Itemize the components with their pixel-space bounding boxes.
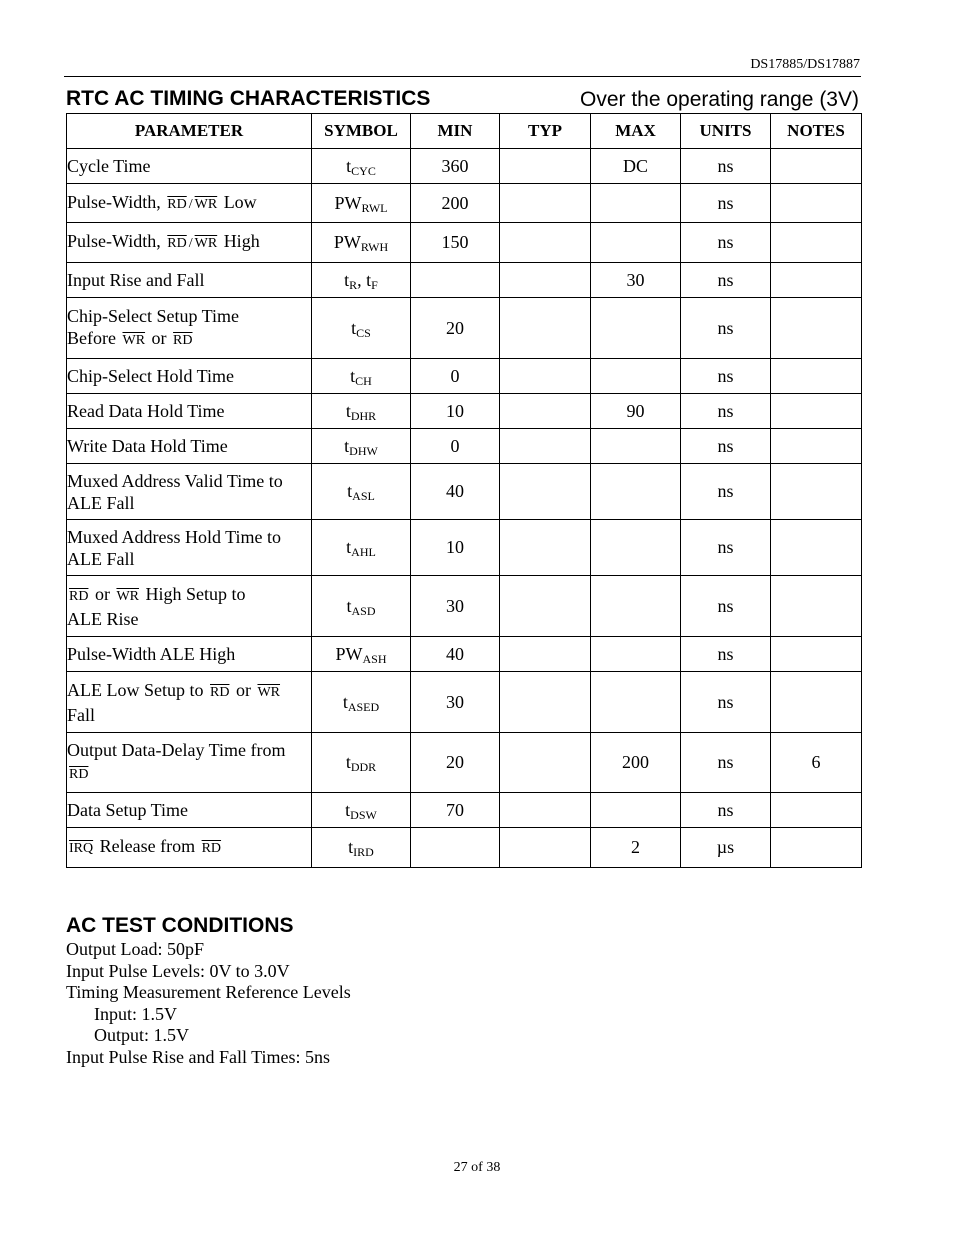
ac-test-conditions — [66, 913, 351, 1068]
param-text: Low — [219, 191, 257, 212]
cell-notes — [771, 672, 862, 733]
active-low-signal: $\overline{WR}$ — [116, 588, 140, 604]
param-text: Cycle Time — [67, 156, 151, 176]
col-header-symbol: SYMBOL — [312, 114, 411, 149]
param-text: Before — [67, 327, 121, 348]
col-header-units: UNITS — [681, 114, 771, 149]
cell-parameter — [67, 429, 312, 464]
symbol-base: t — [345, 799, 351, 820]
symbol-base: t — [346, 595, 352, 616]
col-header-min: MIN — [411, 114, 500, 149]
param-text: High — [219, 231, 260, 251]
active-low-signal: $\overline{RD}$ — [201, 841, 222, 856]
symbol-subscript: DDR — [350, 760, 377, 774]
cell-units: ns — [681, 576, 771, 637]
cell-units: ns — [681, 429, 771, 464]
cell-units: ns — [681, 637, 771, 672]
cell-symbol — [312, 733, 411, 793]
symbol-subscript: CYC — [351, 163, 376, 178]
cell-min: 10 — [411, 394, 500, 429]
cell-units: ns — [681, 149, 771, 184]
cell-parameter — [67, 520, 312, 576]
param-text: Chip-Select Setup Time — [67, 305, 240, 326]
param-text: High Setup to — [141, 583, 246, 604]
symbol-base: t — [350, 365, 356, 386]
cell-max — [591, 298, 681, 359]
symbol-base: t — [344, 269, 350, 290]
param-text: ALE Low Setup to — [67, 679, 208, 700]
param-text: Muxed Address Hold Time to — [67, 526, 282, 547]
symbol-subscript: DHR — [350, 408, 377, 423]
cell-typ — [500, 263, 591, 298]
cell-notes — [771, 184, 862, 223]
cell-units: ns — [681, 263, 771, 298]
cell-max — [591, 637, 681, 672]
param-text: / — [188, 196, 193, 212]
cell-parameter — [67, 464, 312, 520]
table-row — [67, 184, 862, 223]
cell-notes — [771, 828, 862, 868]
active-low-signal: $\overline{WR}$ — [194, 196, 218, 212]
cell-units: ns — [681, 793, 771, 828]
cell-parameter — [67, 394, 312, 429]
cell-typ — [500, 149, 591, 184]
range-note: Over the operating range (3V) — [580, 88, 859, 111]
param-text: Chip-Select Hold Time — [67, 366, 235, 386]
cell-min: 360 — [411, 149, 500, 184]
cell-parameter — [67, 672, 312, 733]
cell-parameter — [67, 793, 312, 828]
cell-typ — [500, 828, 591, 868]
cell-parameter — [67, 828, 312, 868]
col-header-parameter: PARAMETER — [67, 114, 312, 149]
cell-notes — [771, 223, 862, 263]
symbol-base: , t — [357, 269, 372, 290]
param-text: Fall — [67, 704, 96, 725]
cell-min — [411, 263, 500, 298]
cell-symbol — [312, 520, 411, 576]
cell-notes — [771, 429, 862, 464]
cell-parameter — [67, 263, 312, 298]
cell-min: 0 — [411, 429, 500, 464]
cell-notes — [771, 359, 862, 394]
param-text: or — [231, 679, 256, 700]
table-row — [67, 149, 862, 184]
symbol-subscript: ASL — [352, 489, 375, 503]
condition-line: Input Pulse Levels: 0V to 3.0V — [66, 960, 290, 981]
param-text: Write Data Hold Time — [67, 436, 228, 456]
table-row — [67, 637, 862, 672]
cell-max: 2 — [591, 828, 681, 868]
param-text: ALE Fall — [67, 492, 135, 513]
cell-symbol — [312, 464, 411, 520]
condition-line: Timing Measurement Reference Levels — [66, 982, 351, 1002]
cell-symbol — [312, 828, 411, 868]
cell-symbol — [312, 637, 411, 672]
condition-line: Output: 1.5V — [94, 1025, 190, 1045]
cell-notes — [771, 298, 862, 359]
cell-min: 40 — [411, 464, 500, 520]
cell-max: 90 — [591, 394, 681, 429]
table-row — [67, 223, 862, 263]
cell-typ — [500, 359, 591, 394]
param-text: Read Data Hold Time — [67, 401, 225, 421]
cell-typ — [500, 298, 591, 359]
param-text: ALE Rise — [67, 608, 139, 629]
cell-typ — [500, 637, 591, 672]
cell-notes: 6 — [771, 733, 862, 793]
symbol-subscript: RWL — [361, 200, 388, 215]
table-row — [67, 828, 862, 868]
symbol-base: t — [351, 317, 357, 338]
cell-typ — [500, 576, 591, 637]
cell-units: ns — [681, 464, 771, 520]
condition-line: Input Pulse Rise and Fall Times: 5ns — [66, 1046, 331, 1067]
cell-parameter — [67, 149, 312, 184]
param-text: Muxed Address Valid Time to — [67, 470, 283, 491]
cell-max — [591, 464, 681, 520]
table-row — [67, 359, 862, 394]
symbol-subscript: AHL — [351, 545, 376, 559]
cell-max — [591, 184, 681, 223]
cell-units: µs — [681, 828, 771, 868]
table-header-row — [67, 114, 862, 149]
cell-max — [591, 793, 681, 828]
cell-symbol — [312, 672, 411, 733]
symbol-subscript: DHW — [349, 443, 378, 458]
symbol-base: t — [345, 400, 351, 421]
col-header-typ: TYP — [500, 114, 591, 149]
cell-notes — [771, 637, 862, 672]
cell-symbol — [312, 298, 411, 359]
cell-min: 10 — [411, 520, 500, 576]
param-text: Release from — [95, 836, 200, 856]
param-text: Pulse-Width, — [67, 231, 166, 251]
cell-typ — [500, 429, 591, 464]
cell-parameter — [67, 184, 312, 223]
condition-line: Output Load: 50pF — [66, 939, 204, 959]
symbol-base: t — [348, 837, 354, 857]
cell-min: 40 — [411, 637, 500, 672]
cell-symbol — [312, 793, 411, 828]
cell-typ — [500, 672, 591, 733]
cell-symbol — [312, 576, 411, 637]
param-text: or — [147, 327, 172, 348]
active-low-signal: $\overline{RD}$ — [210, 684, 230, 700]
symbol-subscript: CS — [356, 325, 371, 340]
cell-parameter — [67, 637, 312, 672]
cell-symbol — [312, 263, 411, 298]
cell-parameter — [67, 298, 312, 359]
cell-typ — [500, 733, 591, 793]
table-row — [67, 298, 862, 359]
cell-min: 20 — [411, 733, 500, 793]
symbol-base: t — [347, 481, 353, 501]
cell-max — [591, 520, 681, 576]
cell-notes — [771, 793, 862, 828]
symbol-subscript: DSW — [350, 807, 377, 822]
cell-units: ns — [681, 223, 771, 263]
table-row — [67, 429, 862, 464]
cell-notes — [771, 263, 862, 298]
param-text: Pulse-Width, — [67, 191, 166, 212]
symbol-subscript: ASH — [362, 651, 387, 666]
symbol-subscript: ASD — [351, 603, 376, 618]
symbol-base: t — [346, 537, 352, 557]
cell-max — [591, 672, 681, 733]
symbol-base: PW — [333, 232, 361, 252]
cell-max — [591, 576, 681, 637]
cell-parameter — [67, 576, 312, 637]
cell-min: 200 — [411, 184, 500, 223]
param-text: Data Setup Time — [67, 800, 189, 820]
table-row — [67, 733, 862, 793]
cell-units: ns — [681, 298, 771, 359]
cell-min: 20 — [411, 298, 500, 359]
cell-units: ns — [681, 520, 771, 576]
col-header-max: MAX — [591, 114, 681, 149]
symbol-subscript: ASED — [347, 699, 380, 714]
cell-max: DC — [591, 149, 681, 184]
cell-typ — [500, 793, 591, 828]
symbol-subscript: F — [371, 277, 378, 292]
symbol-base: t — [346, 155, 352, 176]
active-low-signal: $\overline{RD}$ — [69, 767, 89, 782]
active-low-signal: $\overline{RD}$ — [69, 588, 89, 604]
cell-units: ns — [681, 184, 771, 223]
symbol-subscript: RWH — [360, 240, 389, 254]
cell-symbol — [312, 359, 411, 394]
cell-parameter — [67, 359, 312, 394]
cell-notes — [771, 576, 862, 637]
active-low-signal: $\overline{WR}$ — [257, 684, 281, 700]
cell-min: 30 — [411, 672, 500, 733]
cell-notes — [771, 464, 862, 520]
param-text: / — [188, 236, 193, 251]
table-row — [67, 793, 862, 828]
active-low-signal: $\overline{RD}$ — [167, 196, 187, 212]
symbol-base: t — [345, 752, 351, 772]
cell-symbol — [312, 223, 411, 263]
section-title: RTC AC TIMING CHARACTERISTICS — [66, 87, 431, 110]
table-row — [67, 464, 862, 520]
active-low-signal: $\overline{WR}$ — [122, 332, 146, 348]
cell-max — [591, 223, 681, 263]
cell-typ — [500, 394, 591, 429]
symbol-base: t — [342, 691, 348, 712]
cell-notes — [771, 394, 862, 429]
symbol-subscript: R — [349, 277, 358, 292]
param-text: or — [90, 583, 115, 604]
param-text: Input Rise and Fall — [67, 270, 205, 290]
cell-min: 0 — [411, 359, 500, 394]
col-header-notes: NOTES — [771, 114, 862, 149]
active-low-signal: $\overline{RD}$ — [173, 332, 193, 348]
cell-min: 30 — [411, 576, 500, 637]
cell-max: 30 — [591, 263, 681, 298]
symbol-base: PW — [334, 192, 362, 213]
cell-units: ns — [681, 359, 771, 394]
cell-max — [591, 429, 681, 464]
cell-units: ns — [681, 394, 771, 429]
condition-line: Input: 1.5V — [94, 1003, 177, 1024]
cell-symbol — [312, 149, 411, 184]
cell-max: 200 — [591, 733, 681, 793]
active-low-signal: $\overline{IRQ}$ — [69, 841, 94, 856]
page-number: 27 of 38 — [453, 1160, 501, 1175]
header-rule — [64, 76, 861, 77]
symbol-base: PW — [335, 643, 363, 664]
cell-notes — [771, 520, 862, 576]
table-row — [67, 394, 862, 429]
conditions-title: AC TEST CONDITIONS — [66, 914, 294, 937]
cell-symbol — [312, 394, 411, 429]
cell-typ — [500, 184, 591, 223]
cell-parameter — [67, 733, 312, 793]
table-row — [67, 672, 862, 733]
active-low-signal: $\overline{RD}$ — [167, 236, 187, 251]
cell-typ — [500, 520, 591, 576]
table-row — [67, 576, 862, 637]
cell-parameter — [67, 223, 312, 263]
document-id: DS17885/DS17887 — [750, 57, 860, 72]
cell-typ — [500, 464, 591, 520]
symbol-subscript: IRD — [353, 845, 374, 859]
param-text: Output Data-Delay Time from — [67, 740, 286, 760]
cell-max — [591, 359, 681, 394]
symbol-subscript: CH — [355, 373, 372, 388]
cell-typ — [500, 223, 591, 263]
param-text: ALE Fall — [67, 548, 135, 569]
cell-symbol — [312, 184, 411, 223]
timing-table — [66, 113, 862, 868]
table-row — [67, 520, 862, 576]
cell-notes — [771, 149, 862, 184]
cell-units: ns — [681, 733, 771, 793]
cell-symbol — [312, 429, 411, 464]
cell-min — [411, 828, 500, 868]
symbol-base: t — [344, 435, 350, 456]
cell-units: ns — [681, 672, 771, 733]
active-low-signal: $\overline{WR}$ — [194, 236, 218, 251]
table-row — [67, 263, 862, 298]
param-text: Pulse-Width ALE High — [67, 644, 236, 664]
cell-min: 150 — [411, 223, 500, 263]
cell-min: 70 — [411, 793, 500, 828]
